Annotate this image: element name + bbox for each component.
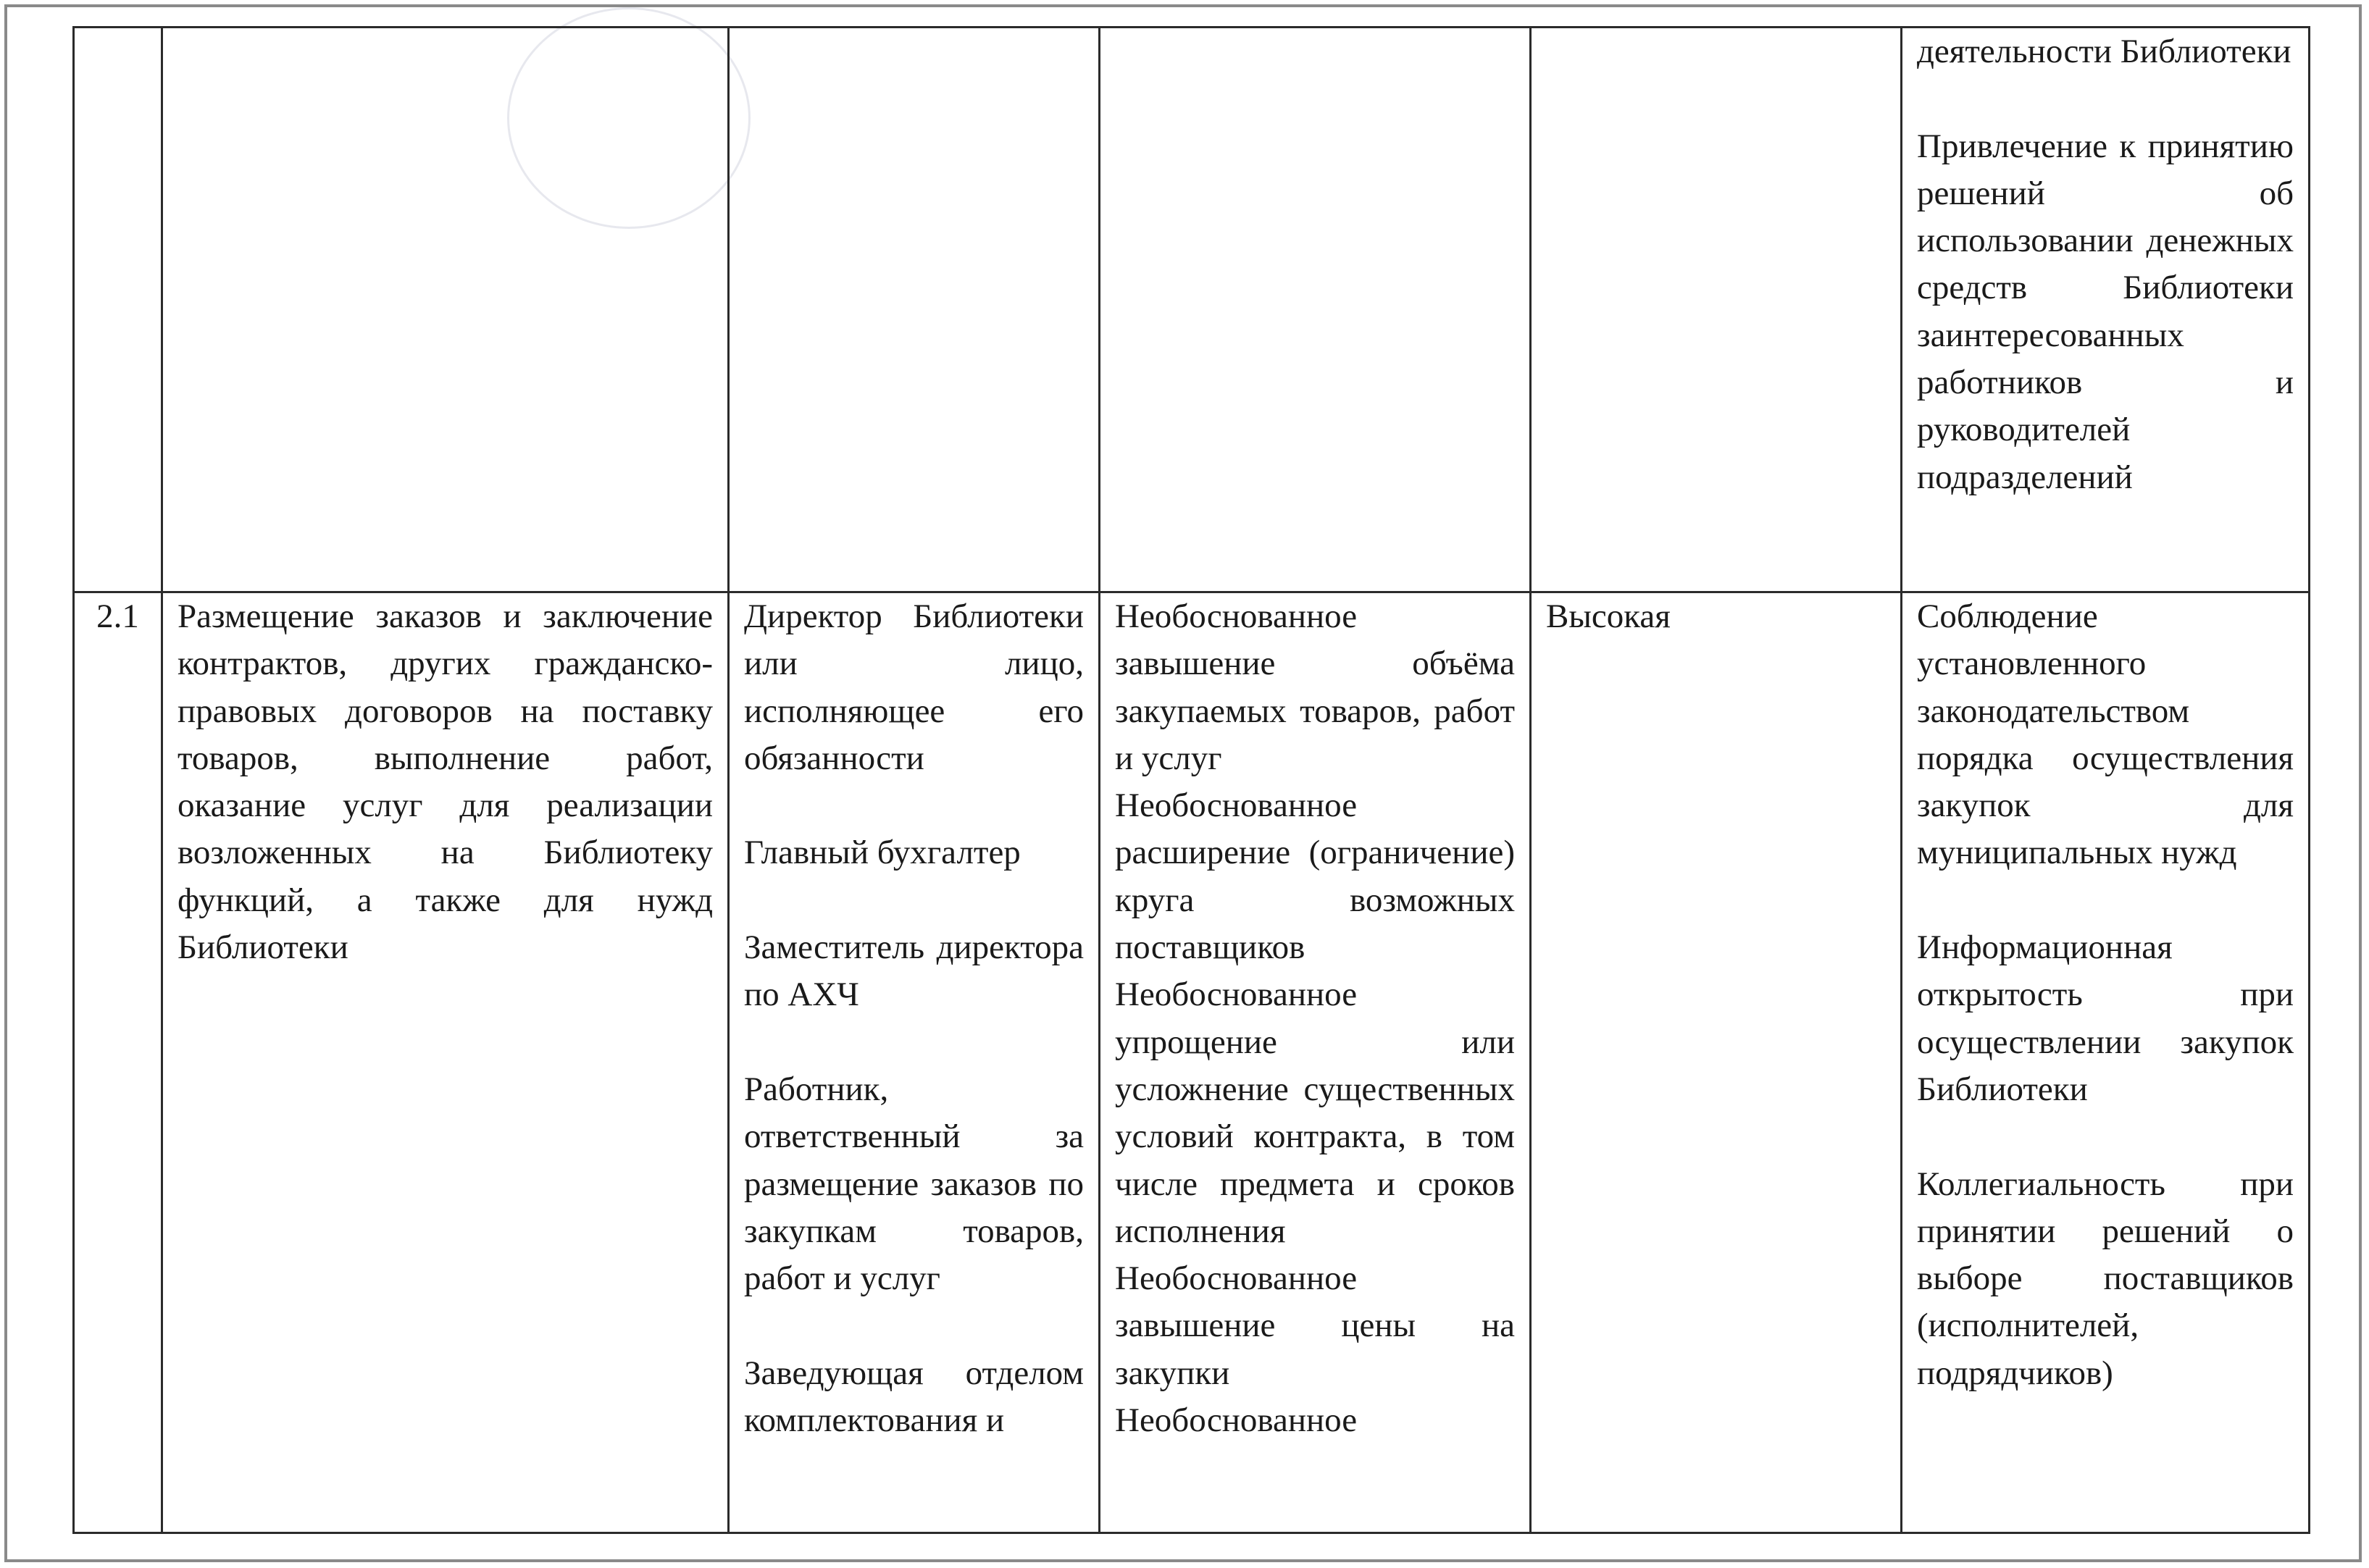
responsible-positions-cell (729, 592, 1100, 1533)
measure-text: Коллегиальность при принятии решений о выборе поставщиков (исполнителей, подрядчиков) (1917, 1165, 2294, 1392)
measure-text: Информационная открытость при осуществлении закупок Библиотеки (1917, 928, 2294, 1108)
measures-cell-continued (1902, 28, 2310, 592)
risk-text: Необоснованное расширение (ограничение) круга возможных поставщиков (1115, 787, 1515, 967)
table-row-2-1 (74, 592, 2310, 1533)
positions-cell-empty (729, 28, 1100, 592)
position-text: Главный бухгалтер (744, 834, 1021, 872)
risks-cell (1100, 592, 1531, 1533)
measure-text: Привлечение к принятию решений об использовании денежных средств Библиотеки заинтересованных работников и руководителей подразделений (1917, 127, 2294, 496)
risk-text: Необоснованное (1115, 1401, 1358, 1440)
risk-degree: Высокая (1531, 592, 1902, 1533)
measure-text: деятельности Библиотеки (1917, 33, 2291, 70)
risk-text: Необоснованное завышение цены на закупки (1115, 1259, 1515, 1392)
risks-cell-empty (1100, 28, 1531, 592)
process-description: Размещение заказов и заключение контрактов, других гражданско-правовых договоров на поставку товаров, выполнение работ, оказание услуг для реализации возложенных на Библиотеку функций, а также для нужд Библиотеки (162, 592, 729, 1533)
risk-text: Необоснованное упрощение или усложнение существенных условий контракта, в том числе предмета и сроков исполнения (1115, 976, 1515, 1250)
row-number: 2.1 (74, 592, 162, 1533)
position-text: Заместитель директора по АХЧ (744, 928, 1084, 1014)
risk-text: Необоснованное завышение объёма закупаемых товаров, работ и услуг (1115, 598, 1515, 777)
position-text: Работник, ответственный за размещение заказов по закупкам товаров, работ и услуг (744, 1070, 1084, 1298)
table-row-continued (74, 28, 2310, 592)
process-cell-empty (162, 28, 729, 592)
degree-cell-empty (1531, 28, 1902, 592)
measure-text: Соблюдение установленного законодательством порядка осуществления закупок для муниципальных нужд (1917, 598, 2294, 872)
position-text: Заведующая отделом комплектования и (744, 1354, 1084, 1440)
number-cell-empty (74, 28, 162, 592)
measures-cell (1902, 592, 2310, 1533)
corruption-risk-table (72, 26, 2310, 1534)
position-text: Директор Библиотеки или лицо, исполняющее его обязанности (744, 598, 1084, 777)
